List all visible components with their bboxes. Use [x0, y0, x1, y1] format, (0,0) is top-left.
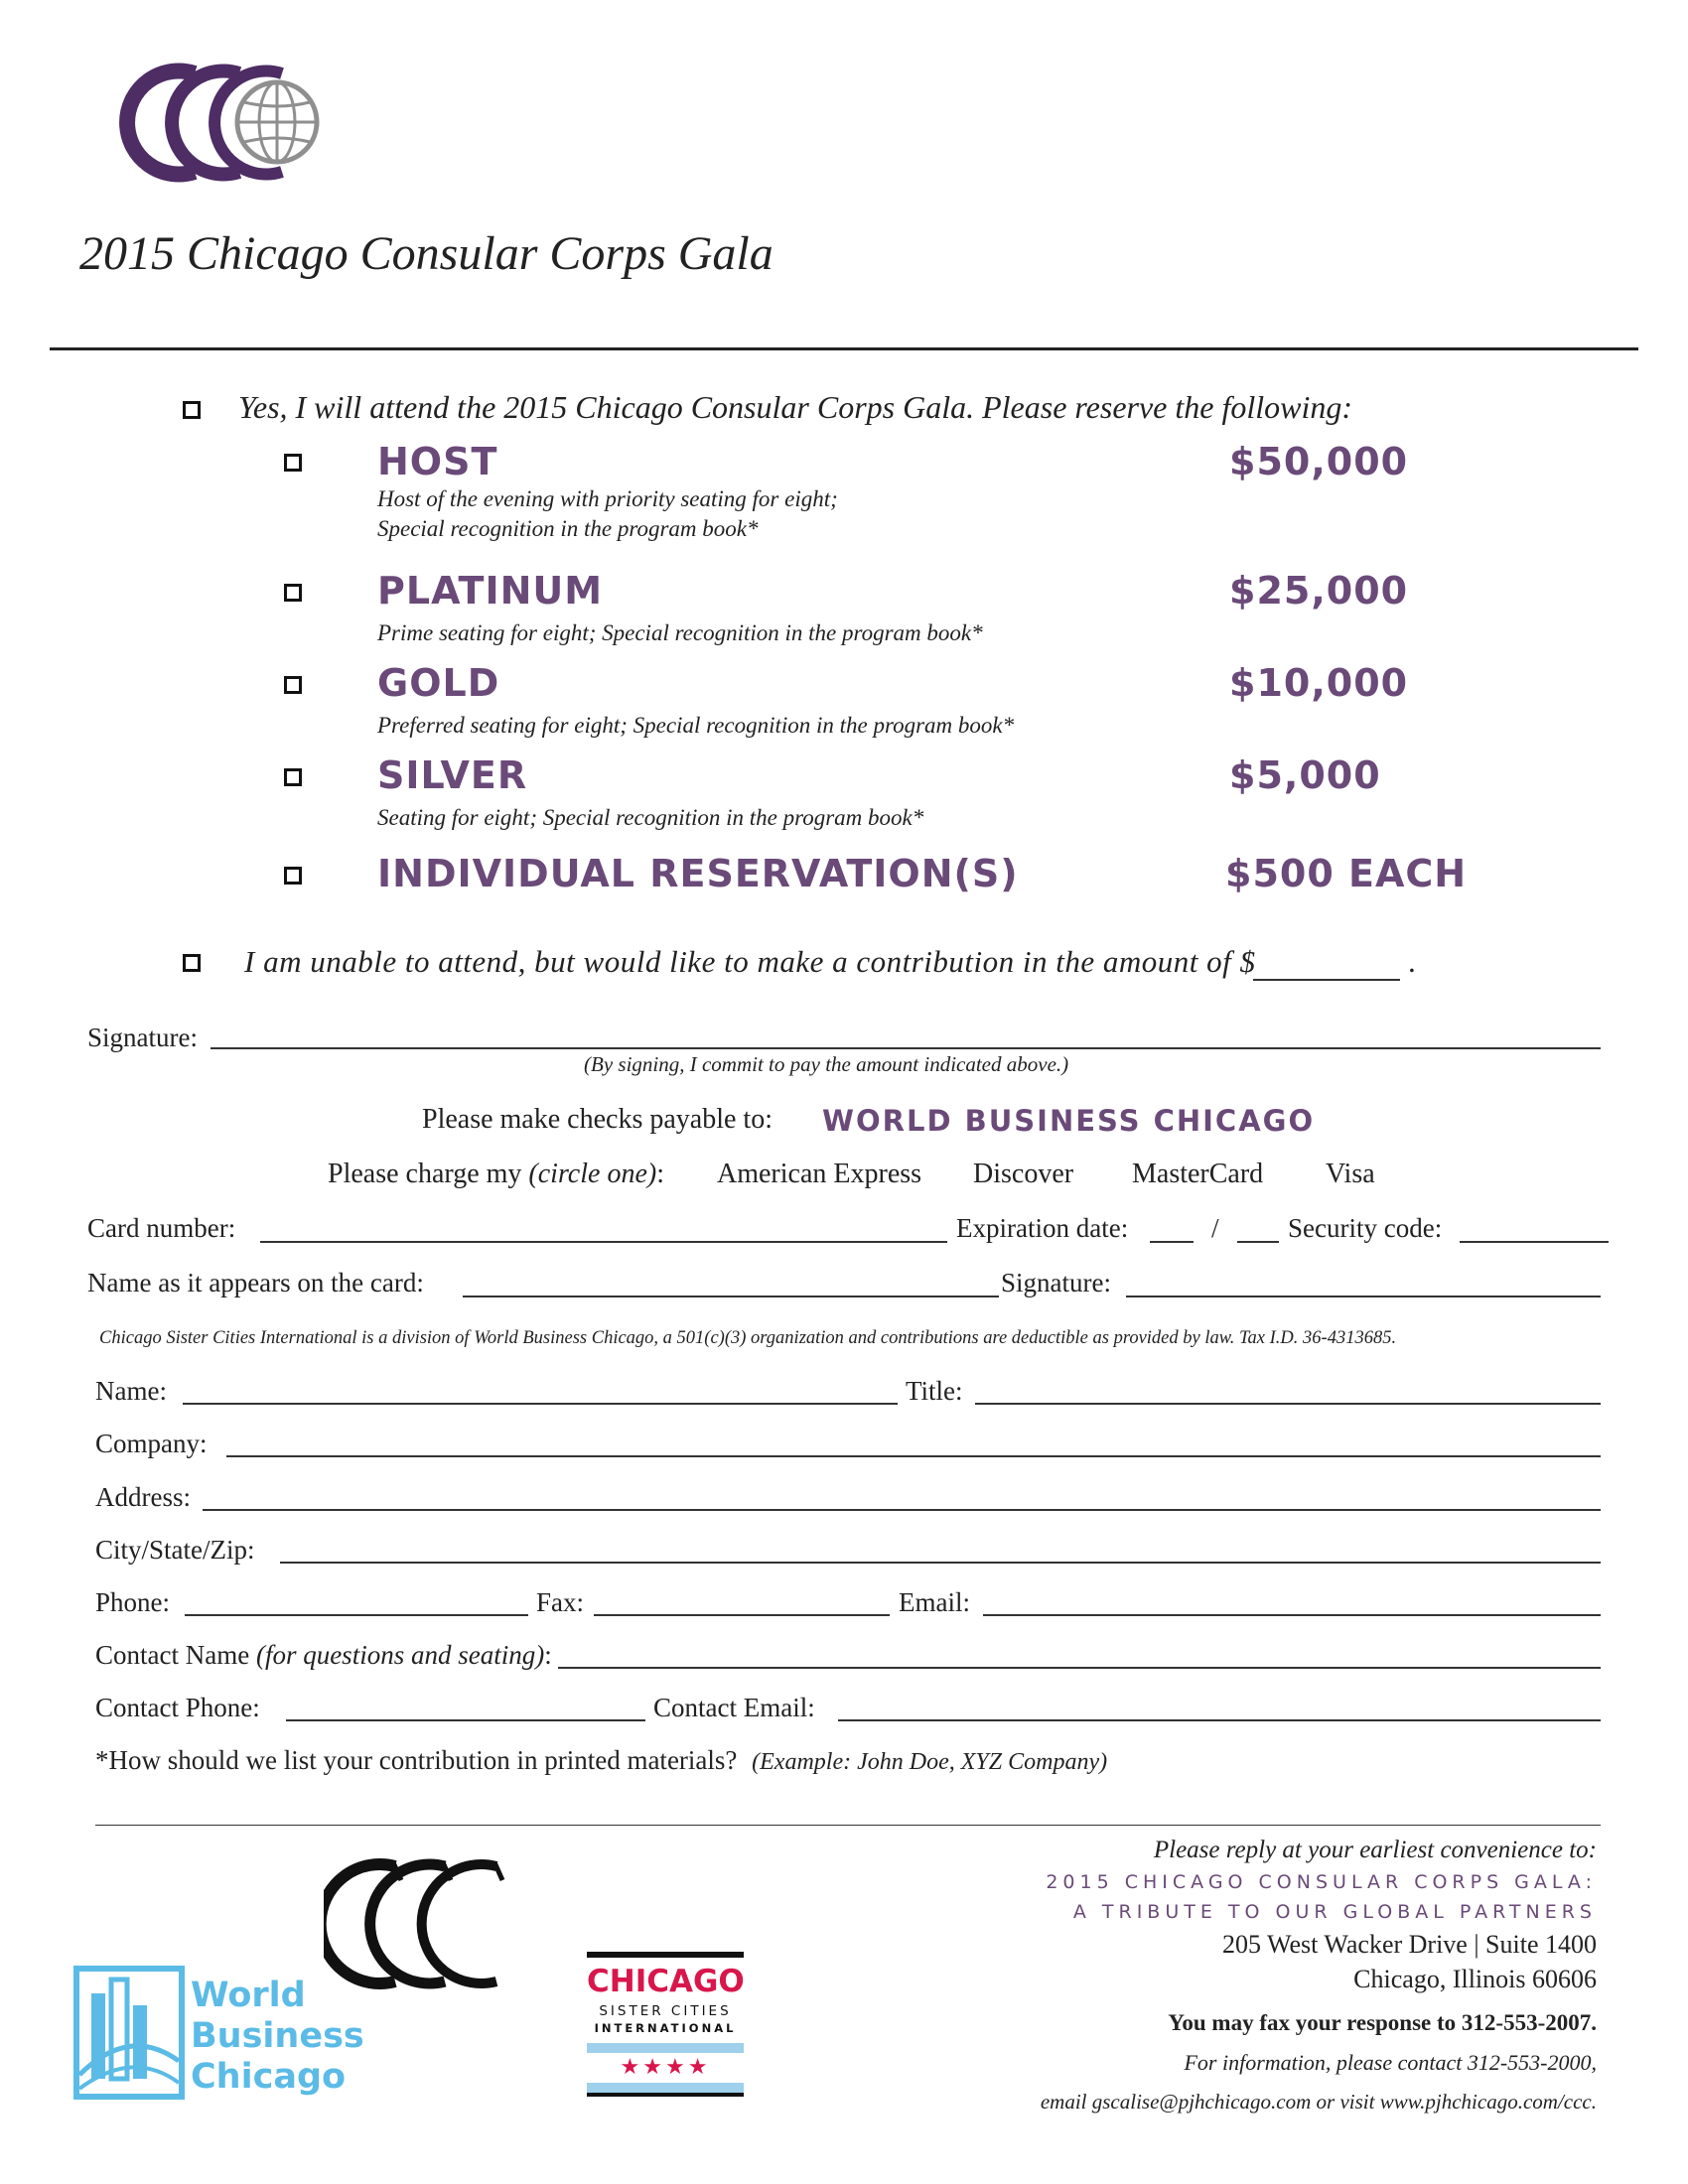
tier-platinum-price: $25,000 — [1229, 569, 1409, 613]
listing-question-group — [95, 1745, 1107, 1776]
security-code-label: Security code: — [1288, 1213, 1443, 1243]
ccc-globe-logo — [107, 56, 326, 190]
tier-gold-checkbox[interactable] — [284, 676, 302, 694]
charge-label-group — [328, 1159, 664, 1190]
city-state-zip-field[interactable] — [280, 1562, 1601, 1564]
checks-label: Please make checks payable to: — [422, 1104, 773, 1135]
contact-email-field[interactable] — [838, 1719, 1601, 1721]
csc-flag-band-2 — [587, 2083, 744, 2093]
title-label: Title: — [906, 1376, 963, 1406]
csc-flag-band-1 — [587, 2043, 744, 2053]
card-option-discover[interactable]: Discover — [973, 1159, 1074, 1189]
signature-label: Signature: — [87, 1023, 198, 1052]
contact-phone-field[interactable] — [286, 1719, 645, 1721]
tier-host-desc-line1: Host of the evening with priority seating for eight; — [377, 486, 838, 511]
wbc-word-1: World — [191, 1976, 306, 2015]
tier-silver-price: $5,000 — [1229, 753, 1381, 797]
csc-line1: SISTER CITIES — [599, 2003, 732, 2019]
csc-title: CHICAGO — [587, 1964, 745, 1999]
chicago-sister-cities-logo — [587, 1952, 744, 2097]
tier-host-desc-line2: Special recognition in the program book* — [377, 516, 759, 541]
contact-name-hint: (for questions and seating) — [255, 1640, 545, 1670]
fax-response-line: You may fax your response to 312-553-2007. — [1168, 2010, 1597, 2035]
address-label: Address: — [95, 1482, 191, 1512]
tier-individual-price: $500 EACH — [1225, 852, 1468, 895]
attend-checkbox[interactable] — [183, 401, 201, 419]
email-visit-line: email gscalise@pjhchicago.com or visit www.pjhchicago.com/ccc. — [1040, 2090, 1597, 2114]
card-option-amex[interactable]: American Express — [717, 1159, 922, 1189]
address-line-2: Chicago, Illinois 60606 — [1353, 1965, 1597, 1993]
page-title: 2015 Chicago Consular Corps Gala — [79, 227, 774, 280]
card-option-mastercard[interactable]: MasterCard — [1132, 1159, 1264, 1189]
tax-disclaimer: Chicago Sister Cities International is a division of World Business Chicago, a 501(c)(3) organization and contributions are deductible as provided by law. Tax I.D. 36-4313685. — [99, 1328, 1397, 1348]
csc-top-bar — [587, 1952, 744, 1958]
tier-platinum-name: PLATINUM — [377, 569, 604, 613]
listing-example: (Example: John Doe, XYZ Company) — [752, 1749, 1108, 1775]
csc-bottom-bar — [587, 2093, 744, 2097]
name-field[interactable] — [183, 1403, 898, 1405]
tier-gold-desc: Preferred seating for eight; Special recognition in the program book* — [377, 713, 1015, 738]
tier-silver-desc: Seating for eight; Special recognition in the program book* — [377, 805, 924, 830]
charge-hint: (circle one) — [528, 1159, 657, 1189]
reply-line: Please reply at your earliest convenience to: — [1153, 1837, 1597, 1863]
signature-field[interactable] — [211, 1047, 1601, 1049]
wbc-building-icon — [73, 1966, 185, 2100]
fax-label: Fax: — [536, 1587, 585, 1617]
tier-individual-checkbox[interactable] — [284, 867, 302, 885]
tier-platinum-desc: Prime seating for eight; Special recognition in the program book* — [377, 620, 983, 645]
contribution-amount-field[interactable] — [1253, 979, 1400, 981]
contact-name-label-group — [95, 1640, 552, 1671]
name-on-card-label: Name as it appears on the card: — [87, 1268, 424, 1297]
tier-silver-name: SILVER — [377, 753, 528, 797]
expiration-year-field[interactable] — [1237, 1241, 1279, 1243]
tier-host-checkbox[interactable] — [284, 454, 302, 472]
wbc-word-2: Business — [191, 2016, 364, 2056]
contact-name-field[interactable] — [558, 1667, 1601, 1669]
tier-gold-name: GOLD — [377, 661, 500, 705]
charge-colon: : — [656, 1159, 664, 1189]
unable-text: I am unable to attend, but would like to make a contribution in the amount of $ — [244, 944, 1256, 979]
world-business-chicago-logo — [73, 1966, 371, 2100]
address-line-1: 205 West Wacker Drive | Suite 1400 — [1222, 1930, 1597, 1959]
card-number-field[interactable] — [260, 1241, 947, 1243]
expiration-month-field[interactable] — [1150, 1241, 1194, 1243]
checks-payee: WORLD BUSINESS CHICAGO — [822, 1104, 1316, 1138]
card-signature-label: Signature: — [1001, 1268, 1111, 1297]
contact-email-label: Contact Email: — [653, 1693, 815, 1722]
attend-text: Yes, I will attend the 2015 Chicago Consular Corps Gala. Please reserve the following: — [238, 389, 1353, 425]
tier-host-desc — [377, 484, 838, 544]
address-field[interactable] — [203, 1509, 1601, 1511]
expiration-separator: / — [1211, 1213, 1219, 1243]
signature-note: (By signing, I commit to pay the amount indicated above.) — [584, 1052, 1069, 1076]
contact-name-label: Contact Name — [95, 1640, 250, 1670]
expiration-label: Expiration date: — [956, 1213, 1129, 1243]
email-label: Email: — [899, 1587, 970, 1617]
info-line: For information, please contact 312-553-2000, — [1184, 2050, 1597, 2075]
tier-gold-price: $10,000 — [1229, 661, 1409, 705]
company-label: Company: — [95, 1429, 208, 1458]
name-on-card-field[interactable] — [463, 1296, 999, 1297]
unable-checkbox[interactable] — [183, 954, 201, 972]
charge-label: Please charge my — [328, 1159, 522, 1189]
phone-field[interactable] — [185, 1614, 528, 1616]
tier-platinum-checkbox[interactable] — [284, 584, 302, 602]
fax-field[interactable] — [594, 1614, 890, 1616]
wbc-wordmark — [191, 1976, 364, 2098]
event-line-2: A TRIBUTE TO OUR GLOBAL PARTNERS — [1072, 1901, 1597, 1923]
card-signature-field[interactable] — [1126, 1296, 1601, 1297]
listing-field[interactable] — [95, 1825, 1601, 1826]
city-state-zip-label: City/State/Zip: — [95, 1535, 255, 1565]
card-number-label: Card number: — [87, 1213, 236, 1243]
tier-silver-checkbox[interactable] — [284, 768, 302, 786]
header-divider — [50, 347, 1638, 350]
event-line-1: 2015 CHICAGO CONSULAR CORPS GALA: — [1046, 1871, 1597, 1893]
tier-host-name: HOST — [377, 440, 498, 483]
card-option-visa[interactable]: Visa — [1326, 1159, 1375, 1189]
company-field[interactable] — [226, 1455, 1601, 1457]
security-code-field[interactable] — [1460, 1241, 1609, 1243]
wbc-word-3: Chicago — [191, 2057, 347, 2097]
contact-phone-label: Contact Phone: — [95, 1693, 260, 1722]
listing-question: *How should we list your contribution in printed materials? — [95, 1745, 738, 1775]
phone-label: Phone: — [95, 1587, 171, 1617]
tier-individual-name: INDIVIDUAL RESERVATION(S) — [377, 852, 1019, 895]
contact-name-colon: : — [544, 1640, 552, 1670]
email-field[interactable] — [983, 1614, 1601, 1616]
title-field[interactable] — [975, 1403, 1601, 1405]
unable-period: . — [1408, 944, 1416, 979]
name-label: Name: — [95, 1376, 167, 1406]
csc-stars: ★★★★ — [620, 2055, 711, 2080]
tier-host-price: $50,000 — [1229, 440, 1409, 483]
csc-line2: INTERNATIONAL — [594, 2021, 737, 2035]
